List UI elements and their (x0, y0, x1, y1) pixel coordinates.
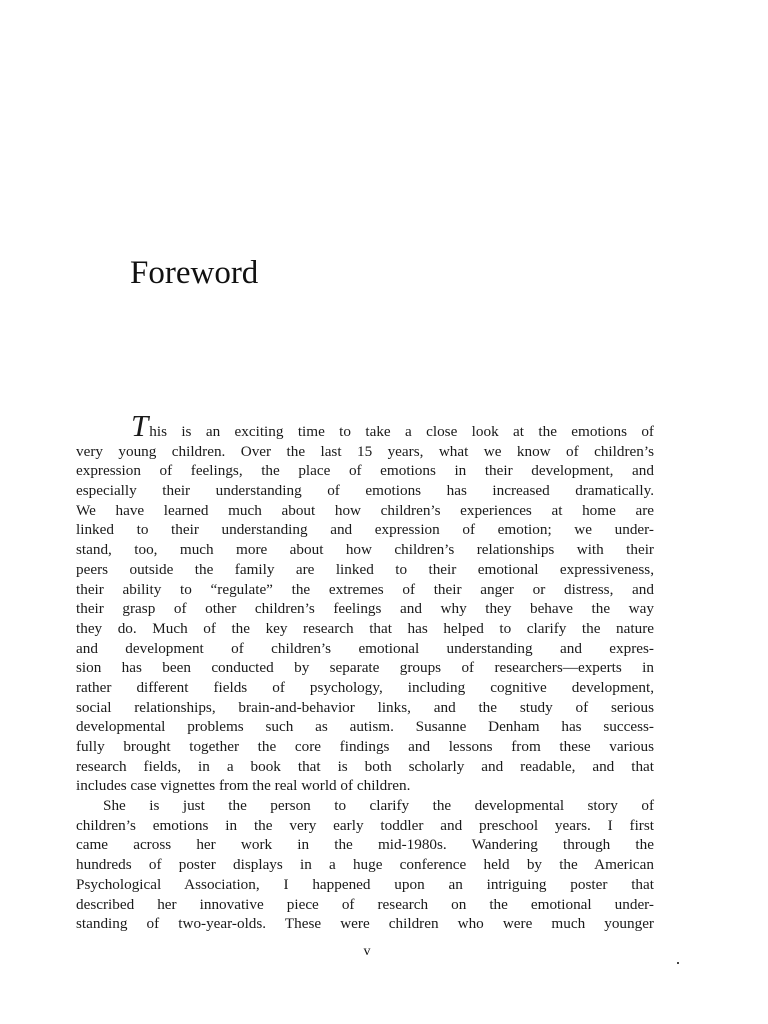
text-line: developmental problems such as autism. Susanne Denham has success- (76, 718, 654, 736)
text-line: and development of children’s emotional understanding and expres- (76, 639, 654, 657)
text-line: children’s emotions in the very early toddler and preschool years. I first (76, 816, 654, 834)
text-line: fully brought together the core findings and lessons from these various (76, 738, 654, 755)
text-line: their grasp of other children’s feelings and why they behave the way (76, 600, 654, 618)
text-line: expression of feelings, the place of emotions in their development, and (76, 462, 654, 480)
text-line: standing of two-year-olds. These were children who were much younger (76, 915, 654, 933)
chapter-heading: Foreword (130, 255, 259, 291)
text-line: came across her work in the mid-1980s. Wandering through the (76, 836, 654, 854)
text-line: hundreds of poster displays in a huge conference held by the American (76, 856, 654, 874)
text-line: their ability to “regulate” the extremes of their anger or distress, and (76, 580, 654, 598)
text-line: She is just the person to clarify the developmental story of (103, 797, 654, 815)
text-line: We have learned much about how children’s experiences at home are (76, 501, 654, 519)
text-line: they do. Much of the key research that has helped to clarify the nature (76, 619, 654, 637)
text-line: stand, too, much more about how children’s relationships with their (76, 541, 654, 559)
text-line: rather different fields of psychology, including cognitive development, (76, 678, 654, 696)
text-line: Psychological Association, I happened upon an intriguing poster that (76, 875, 654, 893)
text-line: very young children. Over the last 15 years, what we know of children’s (76, 442, 654, 460)
text-line: especially their understanding of emotions has increased dramatically. (76, 482, 654, 500)
page-number: v (363, 944, 371, 959)
scan-speck (677, 962, 679, 964)
text-line: research fields, in a book that is both scholarly and readable, and that (76, 757, 654, 775)
text-line: This is an exciting time to take a close look at the emotions of (131, 408, 654, 443)
text-line: sion has been conducted by separate groups of researchers—experts in (76, 659, 654, 677)
text-line: peers outside the family are linked to their emotional expressiveness, (76, 560, 654, 578)
text-line: described her innovative piece of research on the emotional under- (76, 895, 654, 913)
foreword-body (76, 408, 654, 934)
text-line: linked to their understanding and expression of emotion; we under- (76, 521, 654, 539)
text-line: social relationships, brain-and-behavior links, and the study of serious (76, 698, 654, 716)
text-line: includes case vignettes from the real world of children. (76, 777, 411, 795)
